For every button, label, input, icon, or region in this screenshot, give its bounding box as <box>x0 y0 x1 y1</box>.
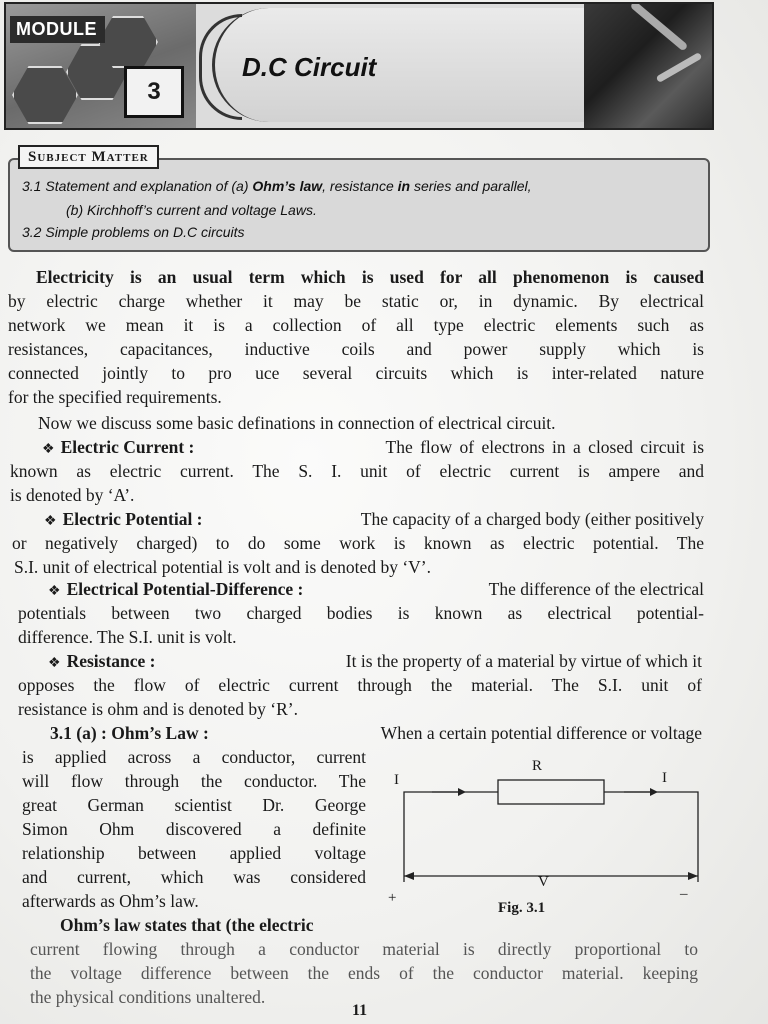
ohms-law-statement-line-4: the physical conditions unaltered. <box>30 987 266 1007</box>
subject-line-3: 3.2 Simple problems on D.C circuits <box>22 224 245 240</box>
subject-line-1-ohm: Ohm’s law <box>252 178 323 194</box>
electric-potential-line-2: or negatively charged) to do some work is known as electric potential. The <box>12 533 704 553</box>
page-number: 11 <box>352 1002 368 1019</box>
potential-difference-line-3: difference. The S.I. unit is volt. <box>18 627 237 647</box>
diamond-bullet-icon: ❖ <box>42 442 55 457</box>
ohms-law-col-line-6: and current, which was considered <box>22 867 366 887</box>
minus-terminal-label: – <box>680 886 688 902</box>
subject-line-1-mid: , resistance <box>322 178 398 194</box>
electric-current-line-1 <box>42 436 704 461</box>
robot-arm-icon <box>630 2 689 52</box>
electric-potential-line-3: S.I. unit of electrical potential is volt and is denoted by ‘V’. <box>14 557 431 577</box>
circuit-wire-right <box>604 792 698 882</box>
definitions-intro: Now we discuss some basic definations in connection of electrical circuit. <box>38 413 556 433</box>
circuit-figure <box>374 756 714 926</box>
subject-matter-heading: Subject Matter <box>18 145 159 169</box>
potential-difference-line-1 <box>48 578 704 603</box>
diamond-bullet-icon: ❖ <box>48 584 61 599</box>
robot-joint-icon <box>656 52 703 83</box>
resistor-symbol <box>498 780 604 804</box>
module-number: 3 <box>124 66 184 118</box>
intro-line-6: for the specified requirements. <box>8 387 222 407</box>
intro-line-1: Electricity is an usual term which is used for all phenomenon is caused <box>36 267 704 287</box>
robot-arm-photo <box>584 4 714 128</box>
voltage-arrow-right-icon <box>688 872 698 880</box>
ohms-law-statement-line-1: Ohm’s law states that (the electric <box>60 915 314 935</box>
electric-current-line-3: is denoted by ‘A’. <box>10 485 135 505</box>
resistance-text-1: It is the property of a material by virtue of which it <box>345 651 702 671</box>
electric-current-term: Electric Current : <box>60 437 195 457</box>
ohms-law-col-line-1: is applied across a conductor, current <box>22 747 366 767</box>
figure-caption: Fig. 3.1 <box>498 900 546 916</box>
intro-line-5: connected jointly to pro uce several circuits which is inter-related nature <box>8 363 704 383</box>
diamond-bullet-icon: ❖ <box>44 514 57 529</box>
ohms-law-col-line-7: afterwards as Ohm’s law. <box>22 891 199 911</box>
ohms-law-heading: 3.1 (a) : Ohm’s Law : <box>50 723 209 743</box>
ohms-law-text-1: When a certain potential difference or voltage <box>380 723 702 743</box>
subject-line-1-in: in <box>397 178 411 194</box>
ohms-law-statement-line-3: the voltage difference between the ends of the conductor material. keeping <box>30 963 698 983</box>
arrowhead-left-icon <box>458 788 466 796</box>
potential-difference-term: Electrical Potential-Difference : <box>66 579 304 599</box>
chapter-banner <box>4 2 714 130</box>
subject-line-1-text: 3.1 Statement and explanation of (a) <box>22 178 253 194</box>
electric-current-text-1: The flow of electrons in a closed circuit is <box>385 437 704 457</box>
ohms-law-col-line-4: Simon Ohm discovered a definite <box>22 819 366 839</box>
diamond-bullet-icon: ❖ <box>48 656 61 671</box>
subject-line-1-end: series and parallel, <box>410 178 532 194</box>
electric-potential-line-1 <box>44 508 704 533</box>
intro-line-3: network we mean it is a collection of all type electric elements such as <box>8 315 704 335</box>
resistance-term: Resistance : <box>66 651 156 671</box>
resistance-line-1 <box>48 650 702 675</box>
subject-line-2: (b) Kirchhoff’s current and voltage Laws. <box>66 202 317 218</box>
electric-potential-text-1: The capacity of a charged body (either positively <box>360 509 704 529</box>
ohms-law-statement-line-2: current flowing through a conductor material is directly proportional to <box>30 939 698 959</box>
chapter-title: D.C Circuit <box>242 52 377 82</box>
ohms-law-col-line-5: relationship between applied voltage <box>22 843 366 863</box>
circuit-wire-left <box>404 792 498 882</box>
intro-line-4: resistances, capacitances, inductive coils and power supply which is <box>8 339 704 359</box>
resistance-line-2: opposes the flow of electric current through the material. The S.I. unit of <box>18 675 702 695</box>
potential-difference-line-2: potentials between two charged bodies is known as electrical potential- <box>18 603 704 623</box>
electric-current-line-2: known as electric current. The S. I. unit of electric current is ampere and <box>10 461 704 481</box>
module-label: MODULE <box>10 16 105 43</box>
resistor-label: R <box>532 758 543 774</box>
current-label-left: I <box>394 772 399 788</box>
ohms-law-col-line-2: will flow through the conductor. The <box>22 771 366 791</box>
voltage-label: V <box>538 874 549 890</box>
intro-line-2: by electric charge whether it may be static or, in dynamic. By electrical <box>8 291 704 311</box>
ohms-law-heading-line <box>50 722 702 744</box>
voltage-arrow-left-icon <box>404 872 414 880</box>
arrowhead-right-icon <box>650 788 658 796</box>
potential-difference-text-1: The difference of the electrical <box>488 579 704 599</box>
plus-terminal-label: + <box>388 890 397 906</box>
subject-line-1 <box>22 178 532 194</box>
ohms-law-col-line-3: great German scientist Dr. George <box>22 795 366 815</box>
current-label-right: I <box>662 770 667 786</box>
resistance-line-3: resistance is ohm and is denoted by ‘R’. <box>18 699 298 719</box>
electric-potential-term: Electric Potential : <box>62 509 203 529</box>
